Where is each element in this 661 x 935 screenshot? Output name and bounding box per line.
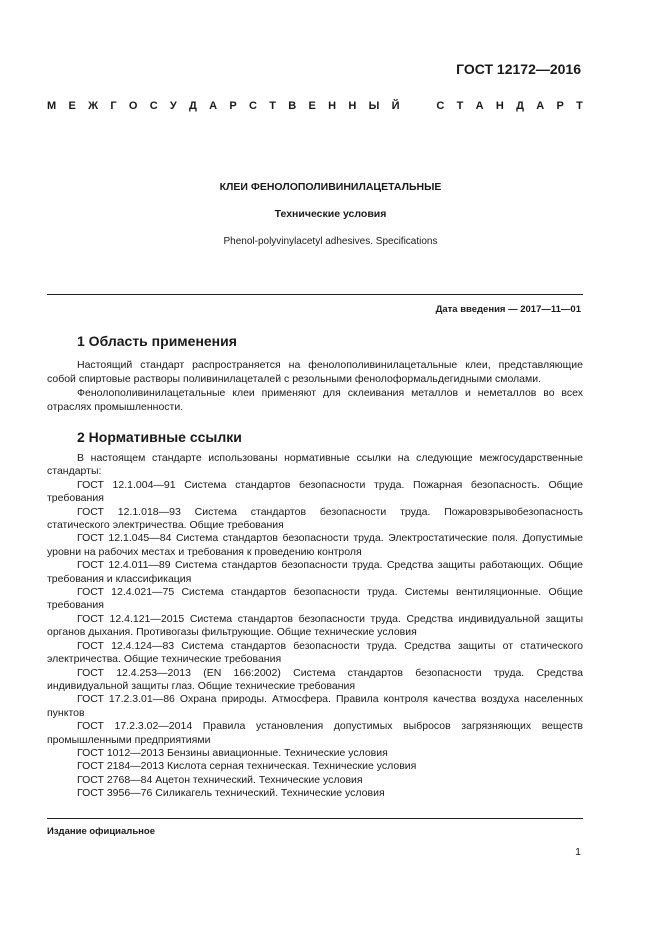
reference-item: ГОСТ 12.4.021—75 Система стандартов безопасности труда. Системы вентиляционные. Общие требования [47,586,583,612]
document-title: КЛЕИ ФЕНОЛОПОЛИВИНИЛАЦЕТАЛЬНЫЕ [219,181,442,193]
document-subtitle: Технические условия [274,208,387,220]
banner-letter: Ы [368,100,380,112]
page-number: 1 [575,846,581,858]
english-title: Phenol-polyvinylacetyl adhesives. Specifications [223,236,438,247]
reference-item: ГОСТ 2184—2013 Кислота серная техническая. Технические условия [77,760,417,773]
reference-item: ГОСТ 12.1.018—93 Система стандартов безопасности труда. Пожаровзрывобезопасность статического электричества. Общие требования [47,505,583,532]
banner-letter: А [536,100,545,112]
banner-letter: Н [495,100,504,112]
section-2-intro: В настоящем стандарте использованы нормативные ссылки на следующие межгосударственные стандарты: [47,452,583,478]
section-2-body [47,452,583,801]
banner-letter: В [288,100,297,112]
interstate-standard-banner [47,100,583,112]
banner-letter: Т [576,100,583,112]
banner-letter: С [149,100,158,112]
banner-letter: Е [68,100,76,112]
reference-item: ГОСТ 17.2.3.01—86 Охрана природы. Атмосфера. Правила контроля качества воздуха населенных пунктов [47,693,583,719]
banner-letter: У [169,100,177,112]
banner-letter: Г [110,100,117,112]
reference-item: ГОСТ 12.4.011—89 Система стандартов безопасности труда. Средства защиты работающих. Общие требования и классификация [47,559,583,585]
references-list [47,479,583,801]
banner-letter: Д [516,100,524,112]
introduction-date: Дата введения — 2017—11—01 [435,304,581,315]
banner-letter: М [47,100,57,112]
banner-letter: О [128,100,138,112]
section-1-heading: 1 Область применения [77,333,237,349]
banner-letter: А [209,100,218,112]
banner-letter: А [475,100,484,112]
banner-letter: С [249,100,257,112]
standard-number: ГОСТ 12172—2016 [456,61,581,77]
official-edition-label: Издание официальное [47,826,155,837]
paragraph: Фенолополивинилацетальные клеи применяют для склеивания металлов и неметаллов во всех отраслях промышленности. [47,387,583,413]
reference-item: ГОСТ 12.4.121—2015 Система стандартов безопасности труда. Средства индивидуальной защиты органов дыхания. Противогазы фильтрующие. Общие технические условия [47,612,583,639]
section-1-body [47,358,583,414]
reference-item: ГОСТ 17.2.3.02—2014 Правила установления допустимых выбросов загрязняющих веществ промышленными предприятиями [47,720,583,746]
section-2-heading: 2 Нормативные ссылки [77,429,242,445]
banner-letter: Н [328,100,337,112]
reference-item: ГОСТ 12.4.124—83 Система стандартов безопасности труда. Средства защиты от статического электричества. Общие технические требования [47,639,583,666]
banner-letter: Н [348,100,357,112]
reference-item: ГОСТ 2768—84 Ацетон технический. Технические условия [77,773,363,786]
header-divider [47,294,583,295]
banner-letter: Р [556,100,564,112]
banner-letter: Т [456,100,464,112]
banner-letter: Т [269,100,276,112]
paragraph: Настоящий стандарт распространяется на фенолополивинилацетальные клеи, представляющие собой спиртовые растворы поливинилацеталей с резольными фенолоформальдегидными смолами. [47,359,583,385]
banner-letter: Д [189,100,197,112]
reference-item: ГОСТ 1012—2013 Бензины авиационные. Технические условия [77,746,388,759]
banner-letter: Е [308,100,316,112]
banner-letter: Ж [88,100,99,112]
footer-divider [47,818,583,819]
reference-item: ГОСТ 12.1.004—91 Система стандартов безопасности труда. Пожарная безопасность. Общие требования [47,478,583,505]
reference-item: ГОСТ 3956—76 Силикагель технический. Технические условия [77,787,385,800]
reference-item: ГОСТ 12.1.045—84 Система стандартов безопасности труда. Электростатические поля. Допустимые уровни на рабочих местах и требования к проведению контроля [47,532,583,558]
banner-letter: Р [229,100,237,112]
banner-letter: Й [391,100,400,112]
reference-item: ГОСТ 12.4.253—2013 (EN 166:2002) Система стандартов безопасности труда. Средства индивидуальной защиты глаз. Общие технические требования [47,666,583,692]
banner-letter: С [436,100,445,112]
